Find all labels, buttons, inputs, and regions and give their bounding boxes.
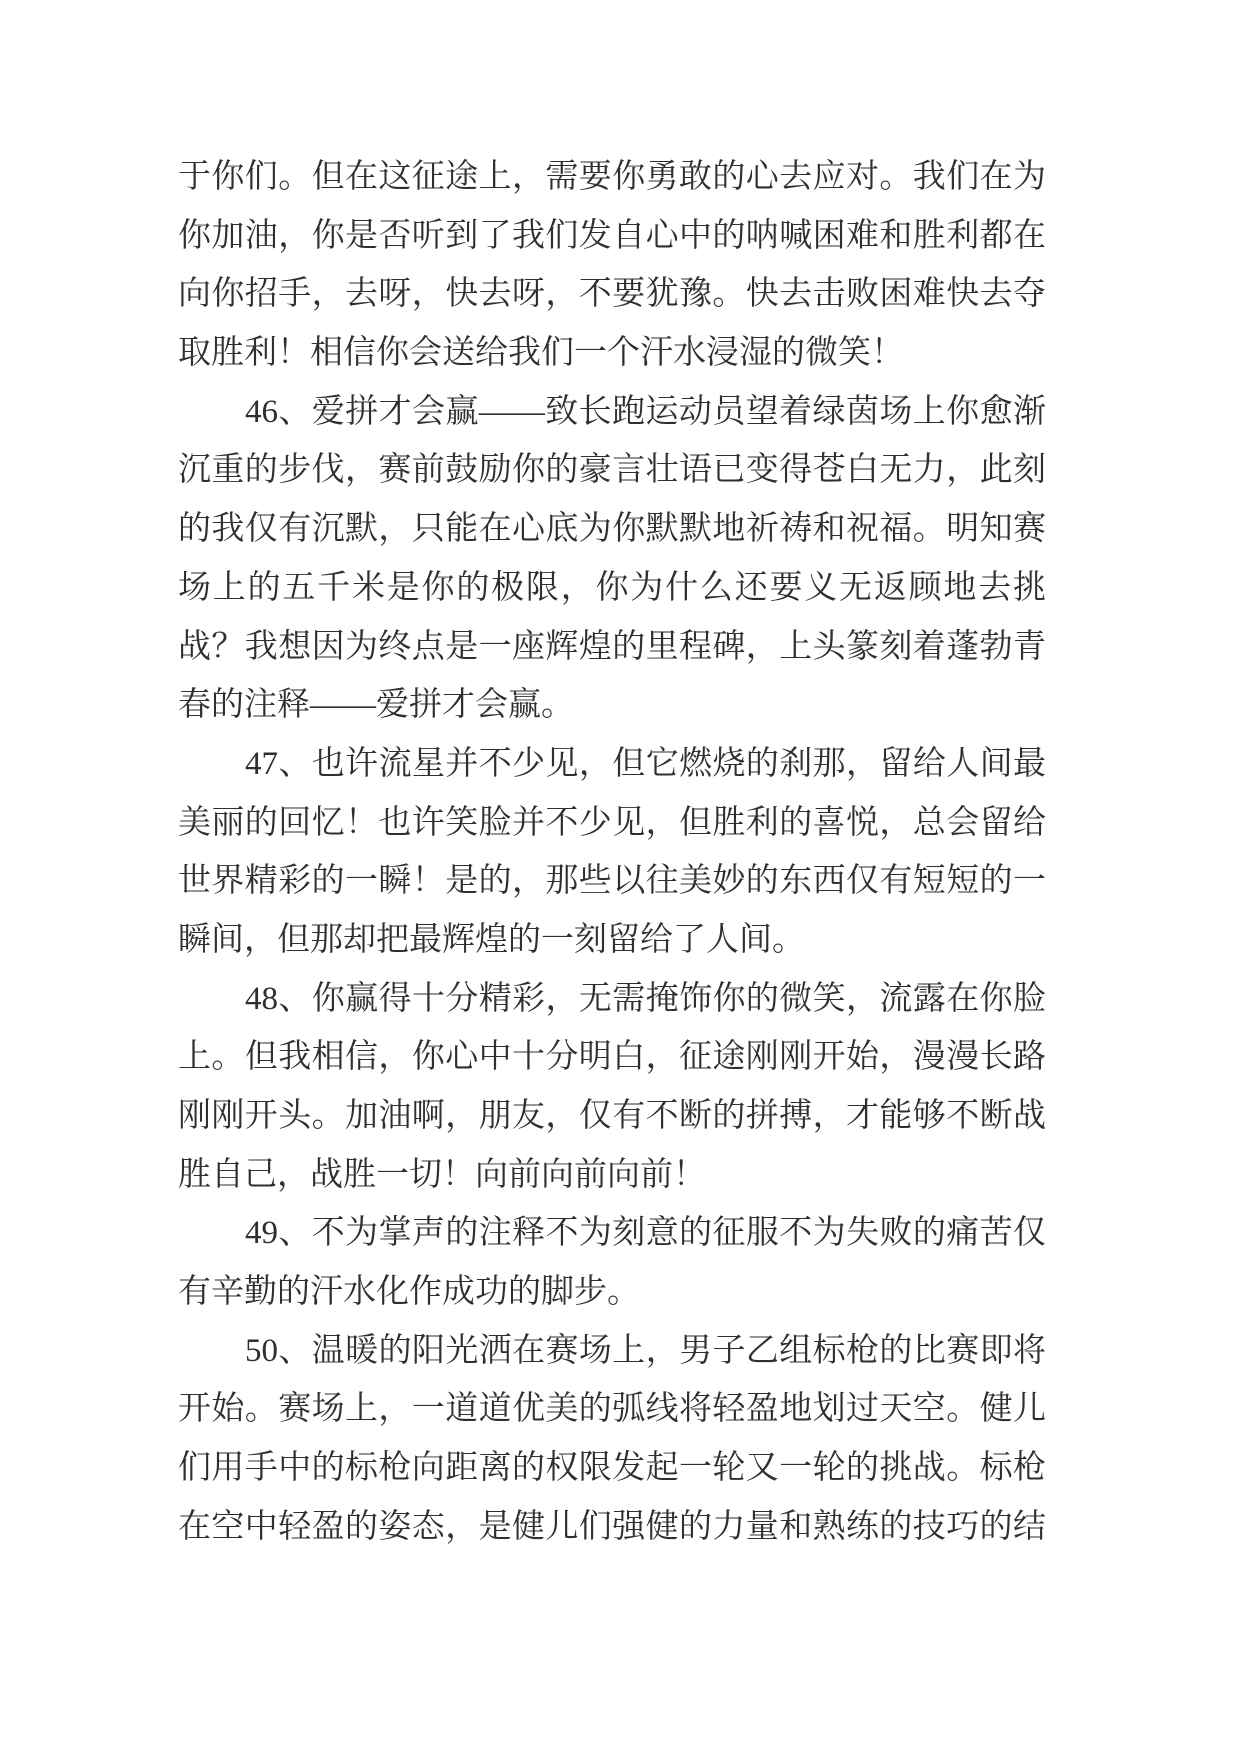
text-line: 有辛勤的汗水化作成功的脚步。 [178,1274,640,1311]
text-line: 开始。赛场上，一道道优美的弧线将轻盈地划过天空。健儿 [178,1391,1046,1428]
text-line: 战？我想因为终点是一座辉煌的里程碑，上头篆刻着蓬勃青 [178,628,1046,665]
text-line-paragraph-49-start: 49、不为掌声的注释不为刻意的征服不为失败的痛苦仅 [245,1215,1046,1252]
text-line-paragraph-47-start: 47、也许流星并不少见，但它燃烧的刹那，留给人间最 [245,745,1046,782]
text-line: 取胜利！相信你会送给我们一个汗水浸湿的微笑！ [178,335,904,372]
text-line: 的我仅有沉默，只能在心底为你默默地祈祷和祝福。明知赛 [178,511,1046,548]
text-line-paragraph-50-start: 50、温暖的阳光洒在赛场上，男子乙组标枪的比赛即将 [245,1332,1046,1369]
text-line: 沉重的步伐，赛前鼓励你的豪言壮语已变得苍白无力，此刻 [178,452,1046,489]
text-line: 春的注释——爱拼才会赢。 [178,687,574,724]
text-line: 胜自己，战胜一切！向前向前向前！ [178,1156,706,1193]
text-line-paragraph-46-start: 46、爱拼才会赢——致长跑运动员望着绿茵场上你愈渐 [245,393,1046,430]
text-line: 在空中轻盈的姿态，是健儿们强健的力量和熟练的技巧的结 [178,1508,1046,1545]
text-line: 美丽的回忆！也许笑脸并不少见，但胜利的喜悦，总会留给 [178,804,1046,841]
text-line: 上。但我相信，你心中十分明白，征途刚刚开始，漫漫长路 [178,1039,1046,1076]
text-line: 瞬间，但那却把最辉煌的一刻留给了人间。 [178,921,805,958]
text-line-paragraph-48-start: 48、你赢得十分精彩，无需掩饰你的微笑，流露在你脸 [245,980,1046,1017]
document-text-block [178,148,1046,1557]
text-line: 你加油，你是否听到了我们发自心中的呐喊困难和胜利都在 [178,217,1046,254]
text-line: 们用手中的标枪向距离的权限发起一轮又一轮的挑战。标枪 [178,1450,1046,1487]
text-line: 场上的五千米是你的极限，你为什么还要义无返顾地去挑 [178,569,1046,606]
text-line: 世界精彩的一瞬！是的，那些以往美妙的东西仅有短短的一 [178,863,1046,900]
text-line: 刚刚开头。加油啊，朋友，仅有不断的拼搏，才能够不断战 [178,1098,1046,1134]
text-line: 向你招手，去呀，快去呀，不要犹豫。快去击败困难快去夺 [178,276,1046,313]
text-line: 于你们。但在这征途上，需要你勇敢的心去应对。我们在为 [178,159,1046,195]
